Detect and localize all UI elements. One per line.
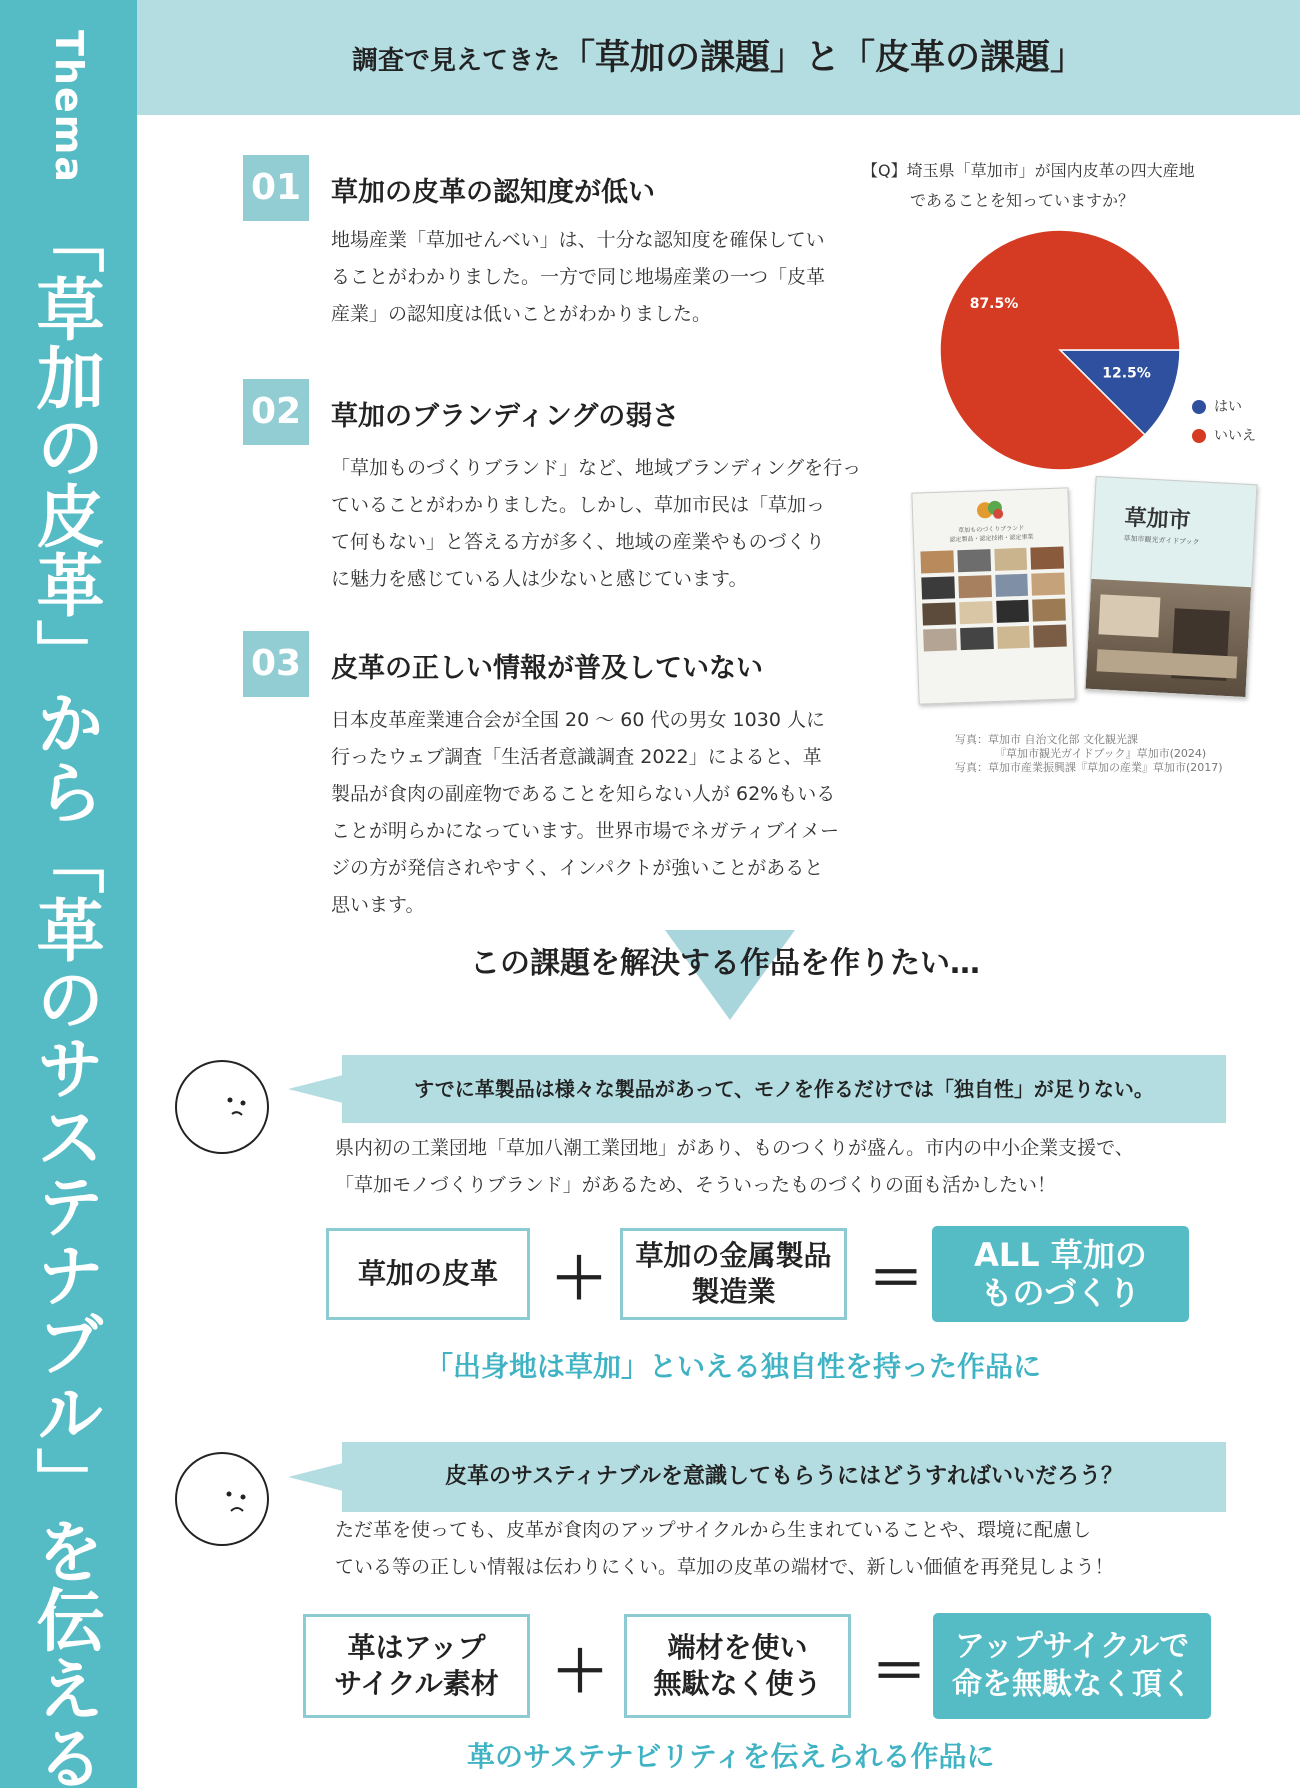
legend-swatch (1192, 429, 1206, 443)
text-line: 日本皮革産業連合会が全国 20 〜 60 代の男女 1030 人に (331, 709, 825, 731)
term-box-upcycle-material (303, 1614, 530, 1718)
result-box-upcycle (933, 1613, 1211, 1719)
text-line: 県内初の工業団地「草加八潮工業団地」があり、ものつくりが盛ん。市内の中小企業支援で、 (335, 1137, 1134, 1159)
text-line: て何もない」と答える方が多く、地域の産業やものづくり (331, 531, 825, 553)
speech-bubble-tail (288, 1075, 343, 1103)
section-number-02: 02 (243, 379, 309, 445)
product-thumbnail-grid (914, 540, 1073, 657)
text-line: 行ったウェブ調査「生活者意識調査 2022」によると、革 (331, 746, 822, 768)
text-line: 「草加ものづくりブランド」など、地域ブランディングを行っ (331, 457, 862, 479)
legend-item-yes (1192, 396, 1242, 416)
plus-icon: ＋ (551, 1247, 607, 1312)
speech-bubble: 皮革のサスティナブルを意識してもらうにはどうすればいいだろう？ (342, 1442, 1226, 1512)
title-prefix: 調査で見えてきた (351, 46, 560, 76)
pie-value-label: 12.5% (1102, 365, 1151, 382)
section-body-01 (331, 222, 891, 333)
text-line: ことが明らかになっています。世界市場でネガティブイメー (331, 820, 840, 842)
text-line: 産業」の認知度は低いことがわかりました。 (331, 303, 712, 325)
brochure-photo-monodzukuri (911, 487, 1075, 704)
result-statement-1: 「出身地は草加」といえる独自性を持った作品に (425, 1350, 1042, 1383)
equals-icon: ＝ (871, 1640, 927, 1705)
box-line: 草加の金属製品 (635, 1239, 832, 1272)
text-line: 製品が食肉の副産物であることを知らない人が 62%もいる (331, 783, 836, 805)
text-line: 地場産業「草加せんべい」は、十分な認知度を確保してい (331, 229, 825, 251)
text-line: 「草加モノづくりブランド」があるため、そういったものづくりの面も活かしたい！ (335, 1174, 1057, 1196)
survey-question (862, 156, 1247, 216)
box-line: 端材を使い (667, 1631, 808, 1664)
text-line: ジの方が発信されやすく、インパクトが強いことがあると (331, 857, 824, 879)
section-number-01: 01 (243, 155, 309, 221)
question-line-1: 【Q】埼玉県「草加市」が国内皮革の四大産地 (862, 161, 1195, 180)
credit-line: 写真：草加市産業振興課『草加の産業』草加市(2017) (955, 761, 1223, 774)
photo-credit (955, 733, 1223, 775)
pie-value-label: 87.5% (969, 296, 1019, 312)
text-line: に魅力を感じている人は少ないと感じています。 (331, 568, 748, 590)
header-band (137, 0, 1300, 115)
section-title-01: 草加の皮革の認知度が低い (331, 177, 655, 208)
section-body-03 (331, 702, 891, 924)
guidebook-subtitle: 草加市観光ガイドブック (1123, 534, 1200, 547)
term-box-scrap-usage (624, 1614, 851, 1718)
vertical-title: 「草加の皮革」から「革のサステナブル」を伝える (25, 205, 104, 1792)
legend-swatch (1192, 400, 1206, 414)
title-main: 「草加の課題」と「皮革の課題」 (560, 38, 1086, 78)
question-line-2: であることを知っていますか？ (910, 191, 1135, 210)
sidebar (0, 0, 137, 1792)
speech-bubble: すでに革製品は様々な製品があって、モノを作るだけでは「独自性」が足りない。 (342, 1055, 1226, 1123)
term-box-metal-industry (620, 1228, 847, 1320)
text-line: ていることがわかりました。しかし、草加市民は「草加っ (331, 494, 826, 516)
text-line: ている等の正しい情報は伝わりにくい。草加の皮革の端材で、新しい価値を再発見しよう！ (335, 1556, 1114, 1578)
block1-description (335, 1130, 1235, 1204)
box-line: 製造業 (691, 1275, 776, 1308)
section-number-03: 03 (243, 631, 309, 697)
box-line: ものづくり (980, 1274, 1141, 1312)
speech-bubble-tail (288, 1463, 343, 1491)
credit-line: 写真：草加市 自治文化部 文化観光課 (955, 733, 1138, 746)
text-line: 思います。 (331, 894, 425, 916)
block2-description (335, 1512, 1235, 1586)
solve-heading: この課題を解決する作品を作りたい… (470, 946, 980, 981)
pie-chart (935, 225, 1185, 475)
guidebook-title: 草加市 (1123, 504, 1192, 534)
term-box-soka-leather: 草加の皮革 (326, 1228, 530, 1320)
text-line: ただ革を使っても、皮革が食肉のアップサイクルから生まれていることや、環境に配慮し (335, 1519, 1092, 1541)
brochure-caption-line: 草加ものづくりブランド (958, 524, 1025, 535)
box-line: ALL 草加の (974, 1236, 1147, 1274)
box-line: 無駄なく使う (653, 1667, 822, 1700)
equals-icon: ＝ (868, 1247, 924, 1312)
guidebook-cover-photo (1086, 579, 1252, 697)
thema-label: Thema (47, 30, 91, 184)
box-line: 命を無駄なく頂く (952, 1667, 1192, 1702)
plus-icon: ＋ (552, 1640, 608, 1705)
worried-face-icon (175, 1452, 269, 1546)
legend-label: いいえ (1214, 428, 1256, 444)
pie-slice-1 (940, 230, 1180, 470)
result-box-all-soka (932, 1226, 1189, 1322)
box-line: アップサイクルで (954, 1629, 1190, 1664)
brochure-photo-guidebook (1085, 476, 1258, 698)
brochure-caption-line: 認定製品・認定技術・認定事業 (949, 533, 1034, 544)
page-title (137, 30, 1300, 80)
legend-item-no (1192, 425, 1256, 445)
worried-face-icon (175, 1060, 269, 1154)
section-title-02: 草加のブランディングの弱さ (331, 401, 680, 432)
text-line: ることがわかりました。一方で同じ地場産業の一つ「皮革 (331, 266, 826, 288)
credit-line: 『草加市観光ガイドブック』草加市(2024) (995, 747, 1207, 760)
legend-label: はい (1214, 399, 1242, 415)
section-title-03: 皮革の正しい情報が普及していない (331, 653, 763, 684)
result-statement-2: 革のサステナビリティを伝えられる作品に (467, 1740, 995, 1773)
box-line: サイクル素材 (334, 1667, 499, 1700)
box-line: 革はアップ (347, 1631, 486, 1664)
section-body-02 (331, 450, 891, 598)
